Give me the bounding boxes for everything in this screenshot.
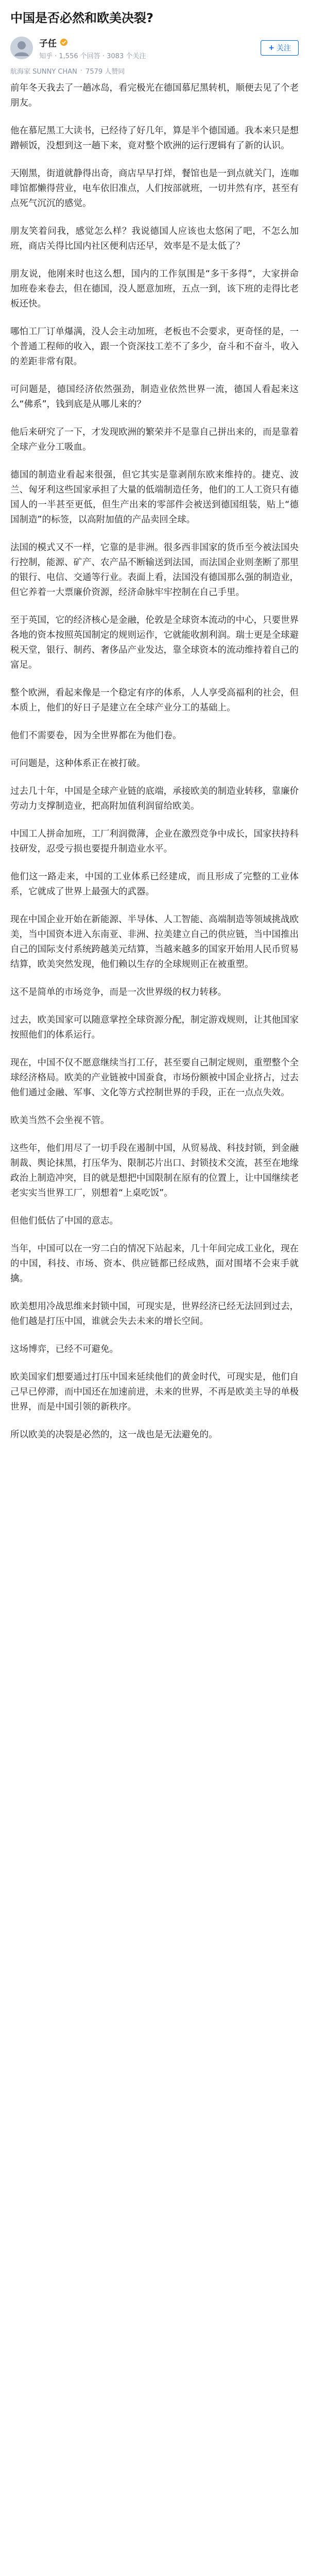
paragraph: 这场博弈，已经不可避免。 bbox=[10, 1344, 118, 1354]
paragraph: 但他们低估了中国的意志。 bbox=[10, 1216, 118, 1226]
follow-button[interactable] bbox=[261, 40, 299, 56]
author-row bbox=[10, 33, 299, 63]
paragraph: 整个欧洲，看起来像是一个稳定有序的体系，人人享受高福利的社会，但本质上，他们的好日子是建立在全球产业分工的基础上。 bbox=[10, 688, 299, 713]
separator-dot: · bbox=[80, 67, 83, 75]
page bbox=[0, 9, 309, 1443]
paragraph: 哪怕工厂订单爆满，没人会主动加班，老板也不会要求，更奇怪的是，一个普通工程师的收入，跟一个资深技工差不了多少，奋斗和不奋斗，收入的差距非常有限。 bbox=[10, 327, 299, 367]
author-line bbox=[39, 36, 261, 49]
paragraph: 欧美当然不会坐视不管。 bbox=[10, 1115, 110, 1126]
source-name: 航海家 SUNNY CHAN bbox=[10, 68, 77, 76]
paragraph: 这些年，他们用尽了一切手段在遏制中国，从贸易战、科技封锁，到金融制裁、舆论抹黑，打压华为、限制芯片出口、封锁技术交流，甚至在地缘政治上制造冲突，目的就是想把中国限制在原有的位置上，让中国继续老老实实当世界工厂，别想着“上桌吃饭”。 bbox=[10, 1143, 299, 1198]
paragraph: 这不是简单的市场竞争，而是一次世界级的权力转移。 bbox=[10, 987, 227, 997]
author-bio: 知乎 · 1,556 个回答 · 3083 个关注 bbox=[39, 52, 146, 60]
author-meta bbox=[39, 36, 261, 60]
paragraph: 前年冬天我去了一趟冰岛，看完极光在德国慕尼黑转机，顺便去见了个老朋友。 bbox=[10, 83, 299, 108]
paragraph: 他们不需要卷，因为全世界都在为他们卷。 bbox=[10, 731, 182, 741]
paragraph: 所以欧美的决裂是必然的，这一战也是无法避免的。 bbox=[10, 1430, 218, 1440]
question-title[interactable]: 中国是否必然和欧美决裂? bbox=[10, 11, 153, 25]
paragraph: 可问题是，德国经济依然强劲，制造业依然世界一流，德国人看起来这么“佛系”，钱到底是从哪儿来的？ bbox=[10, 384, 299, 410]
paragraph: 至于英国，它的经济核心是金融，伦敦是全球资本流动的中心，只要世界各地的资本按照英国制定的规则运作，它就能收割利润。瑞士更是全球避税天堂，银行、制药、奢侈品产业发达，靠全球资本的流动维持着自己的富足。 bbox=[10, 615, 299, 670]
author-name[interactable]: 子任 bbox=[39, 38, 57, 49]
answer-body bbox=[10, 81, 299, 1443]
paragraph: 德国的制造业看起来很强，但它其实是靠剥削东欧来维持的。捷克、波兰、匈牙利这些国家承担了大量的低端制造任务，他们的工人工资只有德国人的一半甚至更低，但生产出来的零部件会被送到德国组装，贴上“德国制造”的标签，以高附加值的产品卖回全球。 bbox=[10, 470, 299, 525]
paragraph: 欧美国家们想要通过打压中国来延续他们的黄金时代，可现实是，他们自己早已停滞，而中国还在加速前进，未来的世界，不再是欧美主导的单极世界，而是中国引领的新秩序。 bbox=[10, 1372, 299, 1412]
paragraph: 他在慕尼黑工大读书，已经待了好几年，算是半个德国通。我本来只是想蹭顿饭，没想到这一趟下来，竟对整个欧洲的运行逻辑有了新的认识。 bbox=[10, 126, 299, 151]
plus-icon: + bbox=[268, 44, 274, 52]
paragraph: 他后来研究了一下，才发现欧洲的繁荣并不是靠自己拼出来的，而是靠着全球产业分工吸血。 bbox=[10, 427, 299, 452]
answer-meta bbox=[10, 66, 299, 76]
avatar[interactable] bbox=[10, 37, 33, 59]
paragraph: 欧美想用冷战思维来封锁中国，可现实是，世界经济已经无法回到过去，他们越是打压中国，谁就会失去未来的增长空间。 bbox=[10, 1301, 299, 1327]
upvote-count: 7579 人赞同 bbox=[85, 68, 125, 76]
paragraph: 现在中国企业开始在新能源、半导体、人工智能、高端制造等领域挑战欧美，当中国资本进入东南亚、非洲、拉美建立自己的供应链，当中国推出自己的国际支付系统跨越美元结算，当越来越多的国家开始用人民币贸易结算，欧美突然发现，他们赖以生存的全球规则正在被重塑。 bbox=[10, 914, 299, 970]
paragraph: 中国工人拼命加班，工厂利润微薄，企业在激烈竞争中成长，国家扶持科技研发，忍受亏损也要提升制造业水平。 bbox=[10, 829, 299, 854]
paragraph: 朋友笑着问我，感觉怎么样？我说德国人应该也太悠闲了吧，不怎么加班，商店关得比国内社区便利店还早，效率是不是太低了？ bbox=[10, 226, 299, 251]
paragraph: 朋友说，他刚来时也这么想，国内的工作氛围是“多干多得”，大家拼命加班卷来卷去，但在德国，没人愿意加班，五点一到，该下班的走得比老板还快。 bbox=[10, 269, 299, 309]
paragraph: 过去几十年，中国是全球产业链的底端，承接欧美的制造业转移，靠廉价劳动力支撑制造业，把高附加值利润留给欧美。 bbox=[10, 786, 299, 811]
paragraph: 当年，中国可以在一穷二白的情况下站起来，几十年间完成工业化，现在的中国，科技、市场、资本、供应链都已经成熟，面对围堵不会束手就擒。 bbox=[10, 1244, 299, 1284]
paragraph: 可问题是，这种体系正在被打破。 bbox=[10, 758, 146, 769]
avatar-image bbox=[10, 37, 33, 59]
verified-badge-icon bbox=[60, 38, 68, 46]
paragraph: 现在，中国不仅不愿意继续当打工仔，甚至要自己制定规则，重塑整个全球经济格局。欧美的产业链被中国蚕食，市场份额被中国企业挤占，过去他们通过金融、军事、文化等方式控制世界的手段，正在一点点失效。 bbox=[10, 1058, 299, 1098]
paragraph: 过去，欧美国家可以随意掌控全球资源分配，制定游戏规则，让其他国家按照他们的体系运行。 bbox=[10, 1015, 299, 1040]
follow-label: 关注 bbox=[277, 44, 291, 53]
paragraph: 天刚黑，街道就静得出奇，商店早早打烊，餐馆也是一到点就关门，连咖啡馆都懒得营业，电车依旧准点，人们按部就班，一切井然有序，甚至有点死气沉沉的感觉。 bbox=[10, 168, 299, 209]
paragraph: 他们这一路走来，中国的工业体系已经建成，而且形成了完整的工业体系，它就成了世界上最强大的武器。 bbox=[10, 872, 299, 897]
paragraph: 法国的模式又不一样，它靠的是非洲。很多西非国家的货币至今被法国央行控制，能源、矿产、农产品不断输送到法国，而法国企业则垄断了那里的银行、电信、交通等行业。表面上看，法国没有德国那么强的制造业，但它养着一大票廉价资源，经济命脉牢牢控制在自己手里。 bbox=[10, 543, 299, 598]
